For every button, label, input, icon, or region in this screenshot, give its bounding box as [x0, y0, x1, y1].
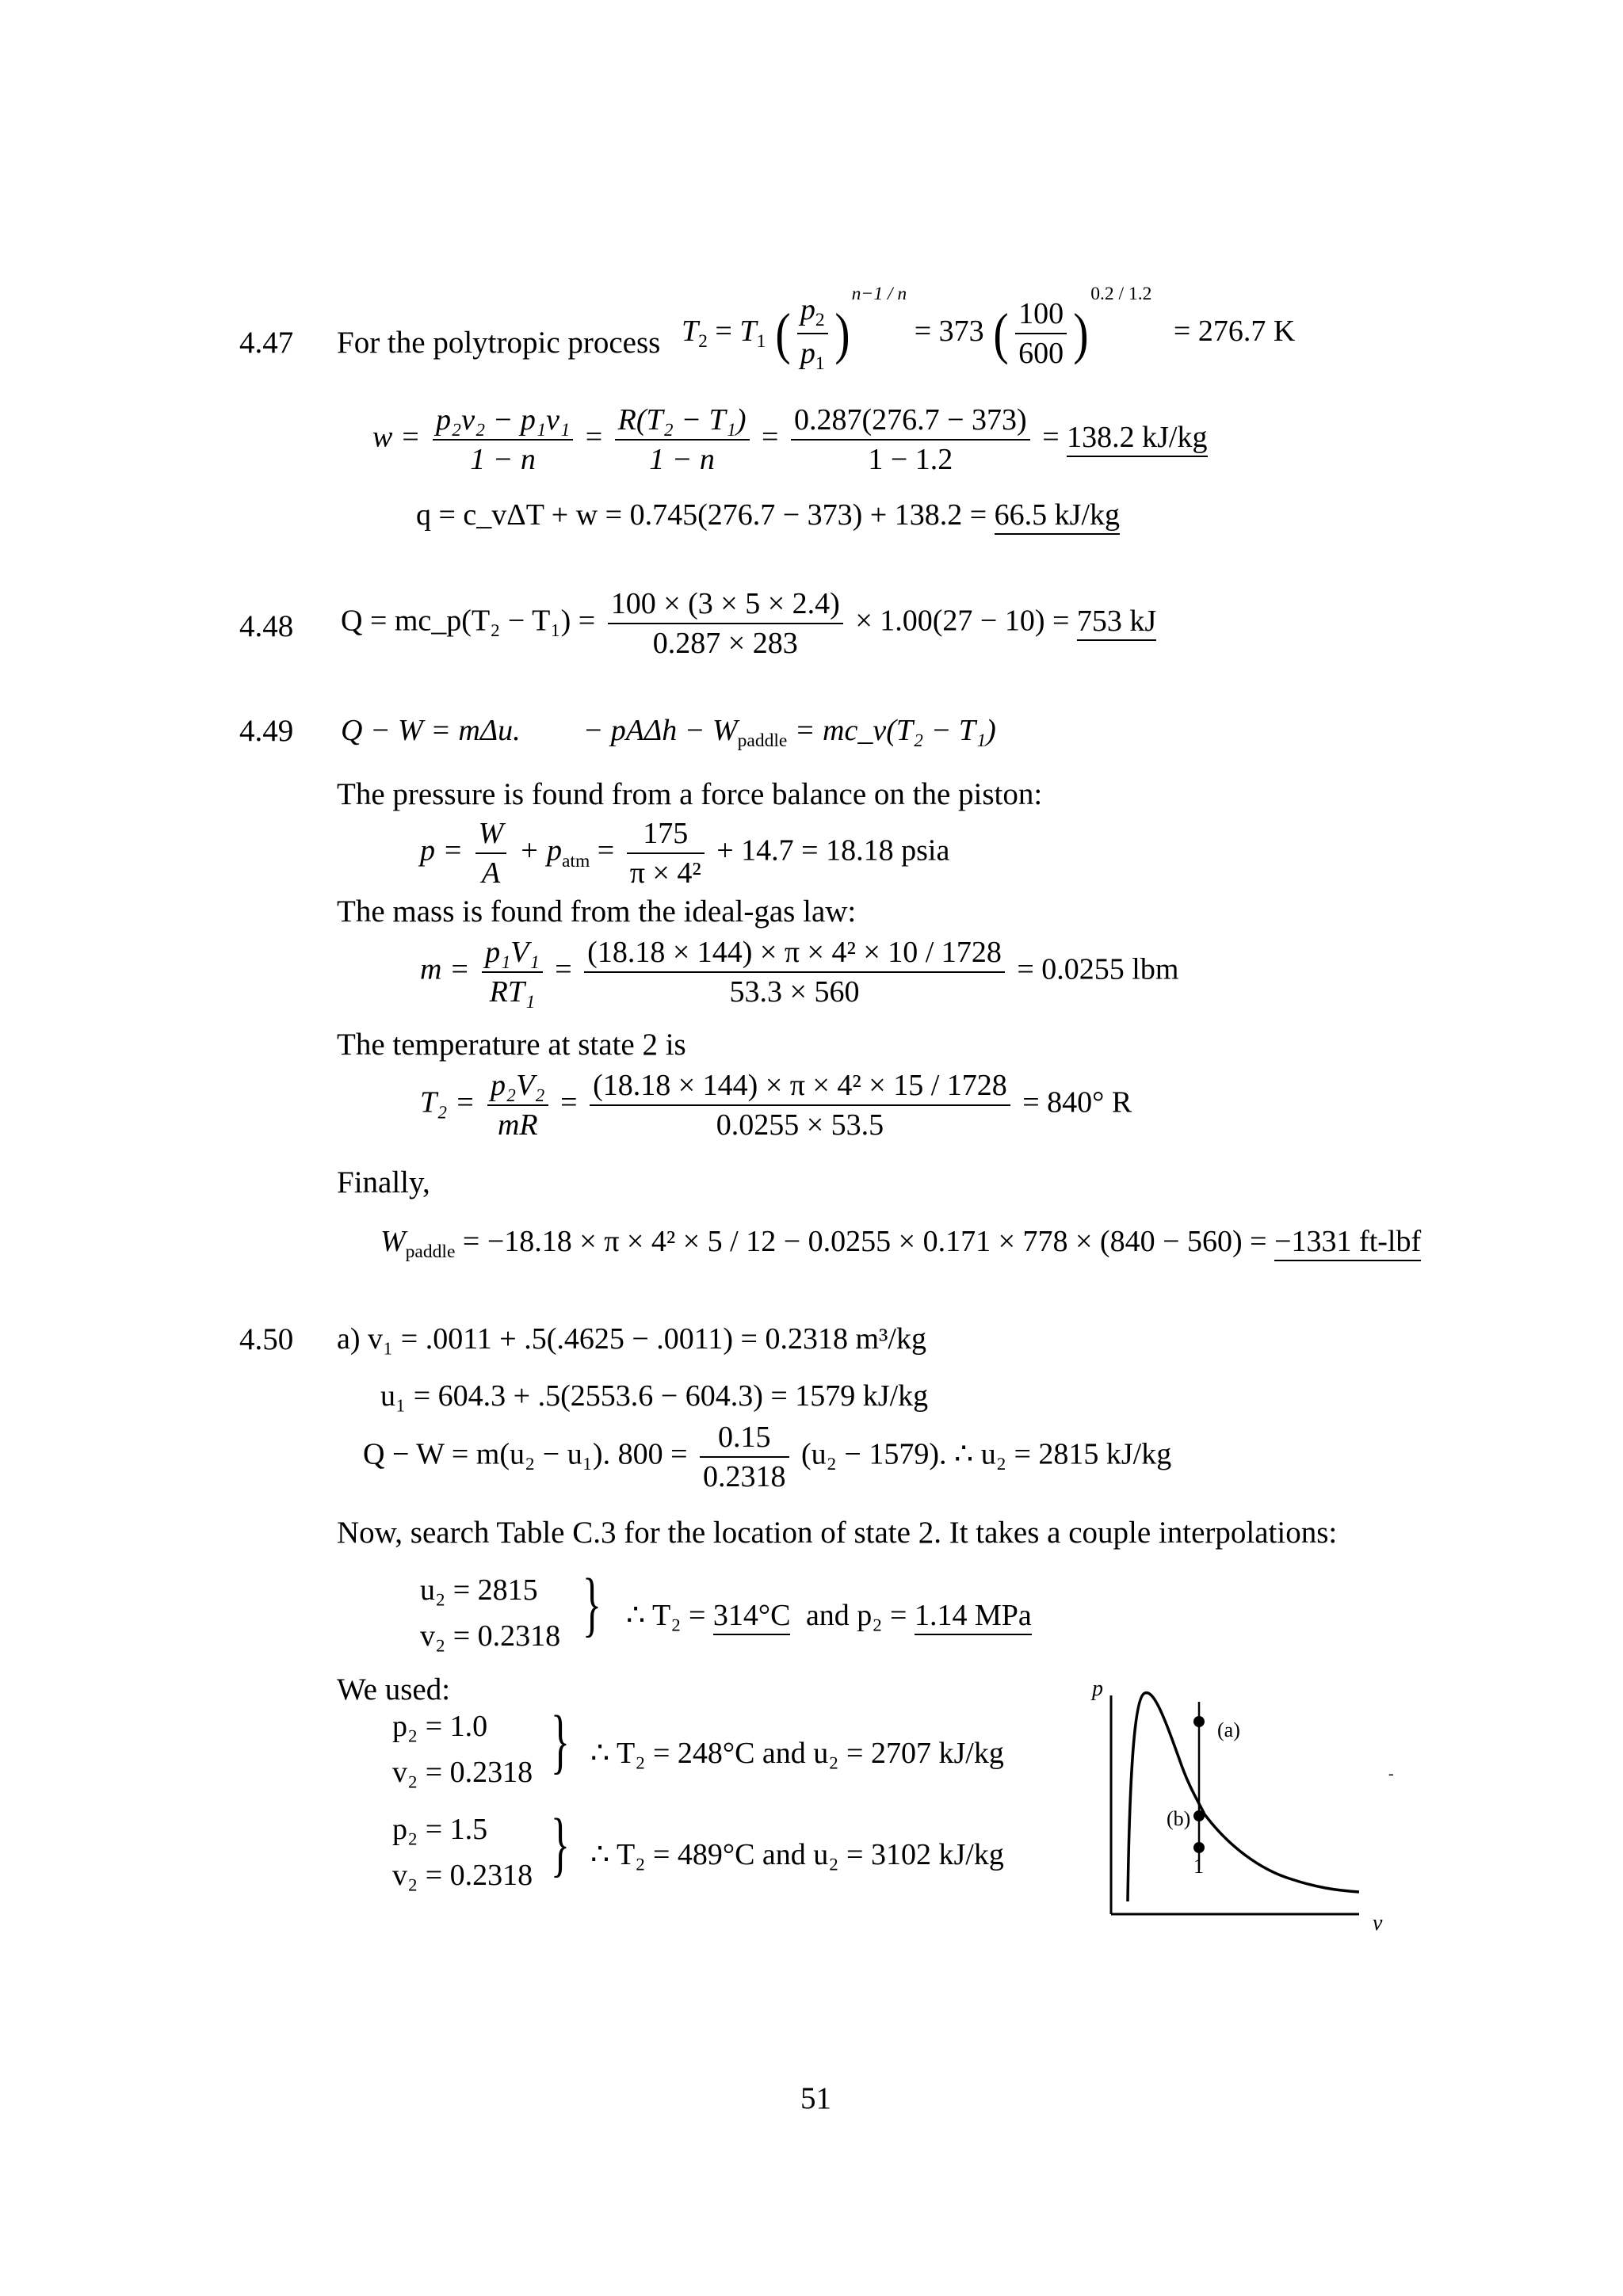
p-lhs: p = [420, 833, 464, 868]
case2-result: ∴ T₂ = 489°C and u₂ = 3102 kJ/kg [590, 1838, 1004, 1871]
problem-4-47-intro [337, 325, 660, 360]
w-paddle-lhs: W [380, 1225, 406, 1258]
t2-den1: mR [497, 1108, 538, 1142]
paddle-sub: paddle [737, 730, 788, 752]
t2-result-2: = 840° R [1022, 1085, 1132, 1119]
p-plus: + p [518, 833, 562, 868]
brace-state2: } [582, 1564, 601, 1644]
p-den1: A [481, 856, 501, 890]
case1-p2: p₂ = 1.0 [392, 1710, 488, 1743]
text-pressure: The pressure is found from a force balance on the piston: [337, 777, 1043, 811]
q-lhs: Q = mc_p(T₂ − T₁) = [341, 604, 596, 638]
w-den1: 1 − n [470, 443, 536, 476]
w-num3: 0.287(276.7 − 373) [791, 402, 1030, 441]
text-temp: The temperature at state 2 is [337, 1028, 686, 1062]
point-b [1193, 1810, 1205, 1821]
brace-case1: } [550, 1701, 570, 1781]
text-used: We used: [337, 1672, 451, 1707]
state2-v2: v₂ = 0.2318 [420, 1619, 561, 1653]
case2-v2: v₂ = 0.2318 [392, 1859, 533, 1892]
page-number: 51 [800, 2081, 831, 2115]
frac-num-100: 100 [1015, 296, 1067, 334]
t2-result: = 276.7 K [1173, 314, 1296, 348]
label-b: (b) [1167, 1807, 1191, 1830]
equation-4-48 [341, 586, 1156, 661]
brace-case2: } [550, 1804, 570, 1884]
label-y-axis: p [1092, 1676, 1103, 1701]
equation-4-47-q [416, 498, 1120, 532]
state2-result [626, 1597, 1032, 1633]
problem-number-4-50: 4.50 [239, 1322, 294, 1356]
text-mass: The mass is found from the ideal-gas law: [337, 894, 857, 929]
w-den3: 1 − 1.2 [868, 443, 953, 476]
equation-4-49-w [380, 1224, 1421, 1263]
frac-den-600: 600 [1018, 337, 1064, 371]
state2-p2: 1.14 MPa [915, 1599, 1032, 1635]
q-num: 100 × (3 × 5 × 2.4) [608, 586, 843, 624]
p-num1: W [475, 816, 507, 854]
q-lhs-450: Q − W = m(u₂ − u₁). 800 = [363, 1437, 688, 1471]
m-result: = 0.0255 lbm [1017, 952, 1179, 986]
case2-block [392, 1806, 533, 1898]
exponent-n: n−1 / n [851, 284, 907, 304]
problem-number-4-48: 4.48 [239, 609, 294, 643]
w-paddle-result: −1331 ft-lbf [1274, 1225, 1421, 1261]
q-rest-450: (u₂ − 1579). ∴ u₂ = 2815 kJ/kg [801, 1437, 1172, 1471]
q-den: 0.287 × 283 [652, 627, 798, 660]
equation-4-49-energy [341, 713, 996, 752]
equation-4-50-u1: u₁ = 604.3 + .5(2553.6 − 604.3) = 1579 kJ/kg [380, 1379, 929, 1413]
w-paddle-rest: = −18.18 × π × 4² × 5 / 12 − 0.0255 × 0.171 × 778 × (840 − 560) = [462, 1225, 1267, 1258]
equation-4-50-v1: a) v₁ = .0011 + .5(.4625 − .0011) = 0.2318 m³/kg [337, 1322, 926, 1356]
frac-den: p [800, 337, 815, 371]
case1-block [392, 1703, 533, 1795]
m-den1: RT₁ [489, 975, 536, 1009]
point-1 [1193, 1842, 1205, 1853]
case1-v2: v₂ = 0.2318 [392, 1756, 533, 1789]
label-a: (a) [1217, 1718, 1240, 1741]
equation-4-47-w: w = $\frac{\text{p₂v₂ − p₁v₁}}{1 - n}$ = $\frac{\text{R(T₂ − T₁)}}{1 - n}$ = $\frac{0.287(276.7 - 373)}{1 - 1.2}$ = 138.2 kJ/kg [372, 403, 1208, 476]
q-num-450: 0.15 [700, 1420, 789, 1458]
mid-value: = 373 [914, 314, 984, 348]
t2-den2: 0.0255 × 53.5 [716, 1108, 884, 1142]
pv-diagram [1086, 1672, 1403, 1941]
equation-4-49-t2: T₂ = $\frac{\text{p₂V₂}}{mR}$ = $\frac{\text{(18.18 × 144) × π × 4² × 15 / 1728}}{0.0255 \times 53.5}$ = 840° R [420, 1069, 1132, 1142]
p-rest: + 14.7 = 18.18 psia [716, 833, 950, 868]
equation-4-49-m: m = $\frac{\text{p₁V₁}}{\text{RT₁}}$ = $\frac{\text{(18.18 × 144) × π × 4² × 10 / 1728}}{53.3 \times 560}$ = 0.0255 lbm [420, 936, 1179, 1009]
energy-balance: Q − W = mΔu. [341, 714, 521, 747]
equation-4-49-p: p = $\frac{W}{A}$ + $p_{atm}$ = $\frac{175}{\text{π × 4²}}$ + 14.7 = 18.18 psia [420, 817, 950, 890]
label-1: 1 [1193, 1855, 1204, 1878]
state2-t2: 314°C [713, 1599, 791, 1635]
w-den2: 1 − n [649, 443, 715, 476]
t2-num1: p₂V₂ [487, 1068, 548, 1106]
m-lhs: m = [420, 952, 470, 986]
intro-text: For the polytropic process [337, 326, 661, 360]
energy-part2: − pAΔh − W [582, 714, 738, 747]
q-result: 66.5 kJ/kg [995, 498, 1120, 535]
frac-num: p [800, 292, 815, 326]
text-search: Now, search Table C.3 for the location of state 2. It takes a couple interpolations: [337, 1516, 1338, 1550]
w-result: 138.2 kJ/kg [1067, 421, 1207, 457]
stray-mark: - [1388, 1765, 1394, 1783]
problem-number-4-49: 4.49 [239, 714, 294, 748]
w-num2: R(T₂ − T₁) [615, 402, 750, 441]
q-rest: × 1.00(27 − 10) = [855, 604, 1070, 638]
p-num2: 175 [627, 816, 705, 854]
text-finally: Finally, [337, 1165, 430, 1199]
case2-p2: p₂ = 1.5 [392, 1813, 488, 1846]
equation-4-47-t2: $T_2 = T_1$ ( $\frac{p_2}{p_1}$ )$^{n-1 / n}$ = 373 ( $\frac{100}{600}$ )$^{0.2 / 1.2}$ = 276.7 K [682, 284, 1296, 375]
q-result-753: 753 kJ [1077, 605, 1156, 641]
isotherm-curve [1205, 1814, 1359, 1892]
state2-and: and p₂ = [805, 1599, 907, 1632]
energy-part3: = mc_v(T₂ − T₁) [794, 714, 996, 747]
point-a [1193, 1716, 1205, 1727]
case1-result: ∴ T₂ = 248°C and u₂ = 2707 kJ/kg [590, 1737, 1004, 1770]
m-num2: (18.18 × 144) × π × 4² × 10 / 1728 [584, 935, 1005, 973]
w-paddle-sub: paddle [405, 1241, 456, 1263]
equation-4-50-q [363, 1420, 1171, 1494]
state2-block [420, 1567, 560, 1659]
exponent-value: 0.2 / 1.2 [1090, 284, 1152, 304]
t2-num2: (18.18 × 144) × π × 4² × 15 / 1728 [590, 1068, 1010, 1106]
w-lhs: w = [372, 420, 421, 454]
t2-lhs-2: T₂ = [420, 1085, 475, 1119]
label-x-axis: v [1373, 1911, 1383, 1936]
t2-lhs: T [682, 314, 699, 348]
q-text: q = c_vΔT + w = 0.745(276.7 − 373) + 138.2 = [416, 498, 987, 532]
p-den2: π × 4² [629, 856, 701, 890]
problem-number-4-47: 4.47 [239, 326, 294, 360]
m-num1: p₁V₁ [482, 935, 543, 973]
w-num1: p₂v₂ − p₁v₁ [433, 402, 573, 441]
atm-sub: atm [561, 850, 590, 871]
state2-res-pre: ∴ T₂ = [626, 1599, 706, 1632]
q-den-450: 0.2318 [703, 1460, 786, 1493]
m-den2: 53.3 × 560 [729, 975, 860, 1009]
state2-u2: u₂ = 2815 [420, 1573, 538, 1607]
